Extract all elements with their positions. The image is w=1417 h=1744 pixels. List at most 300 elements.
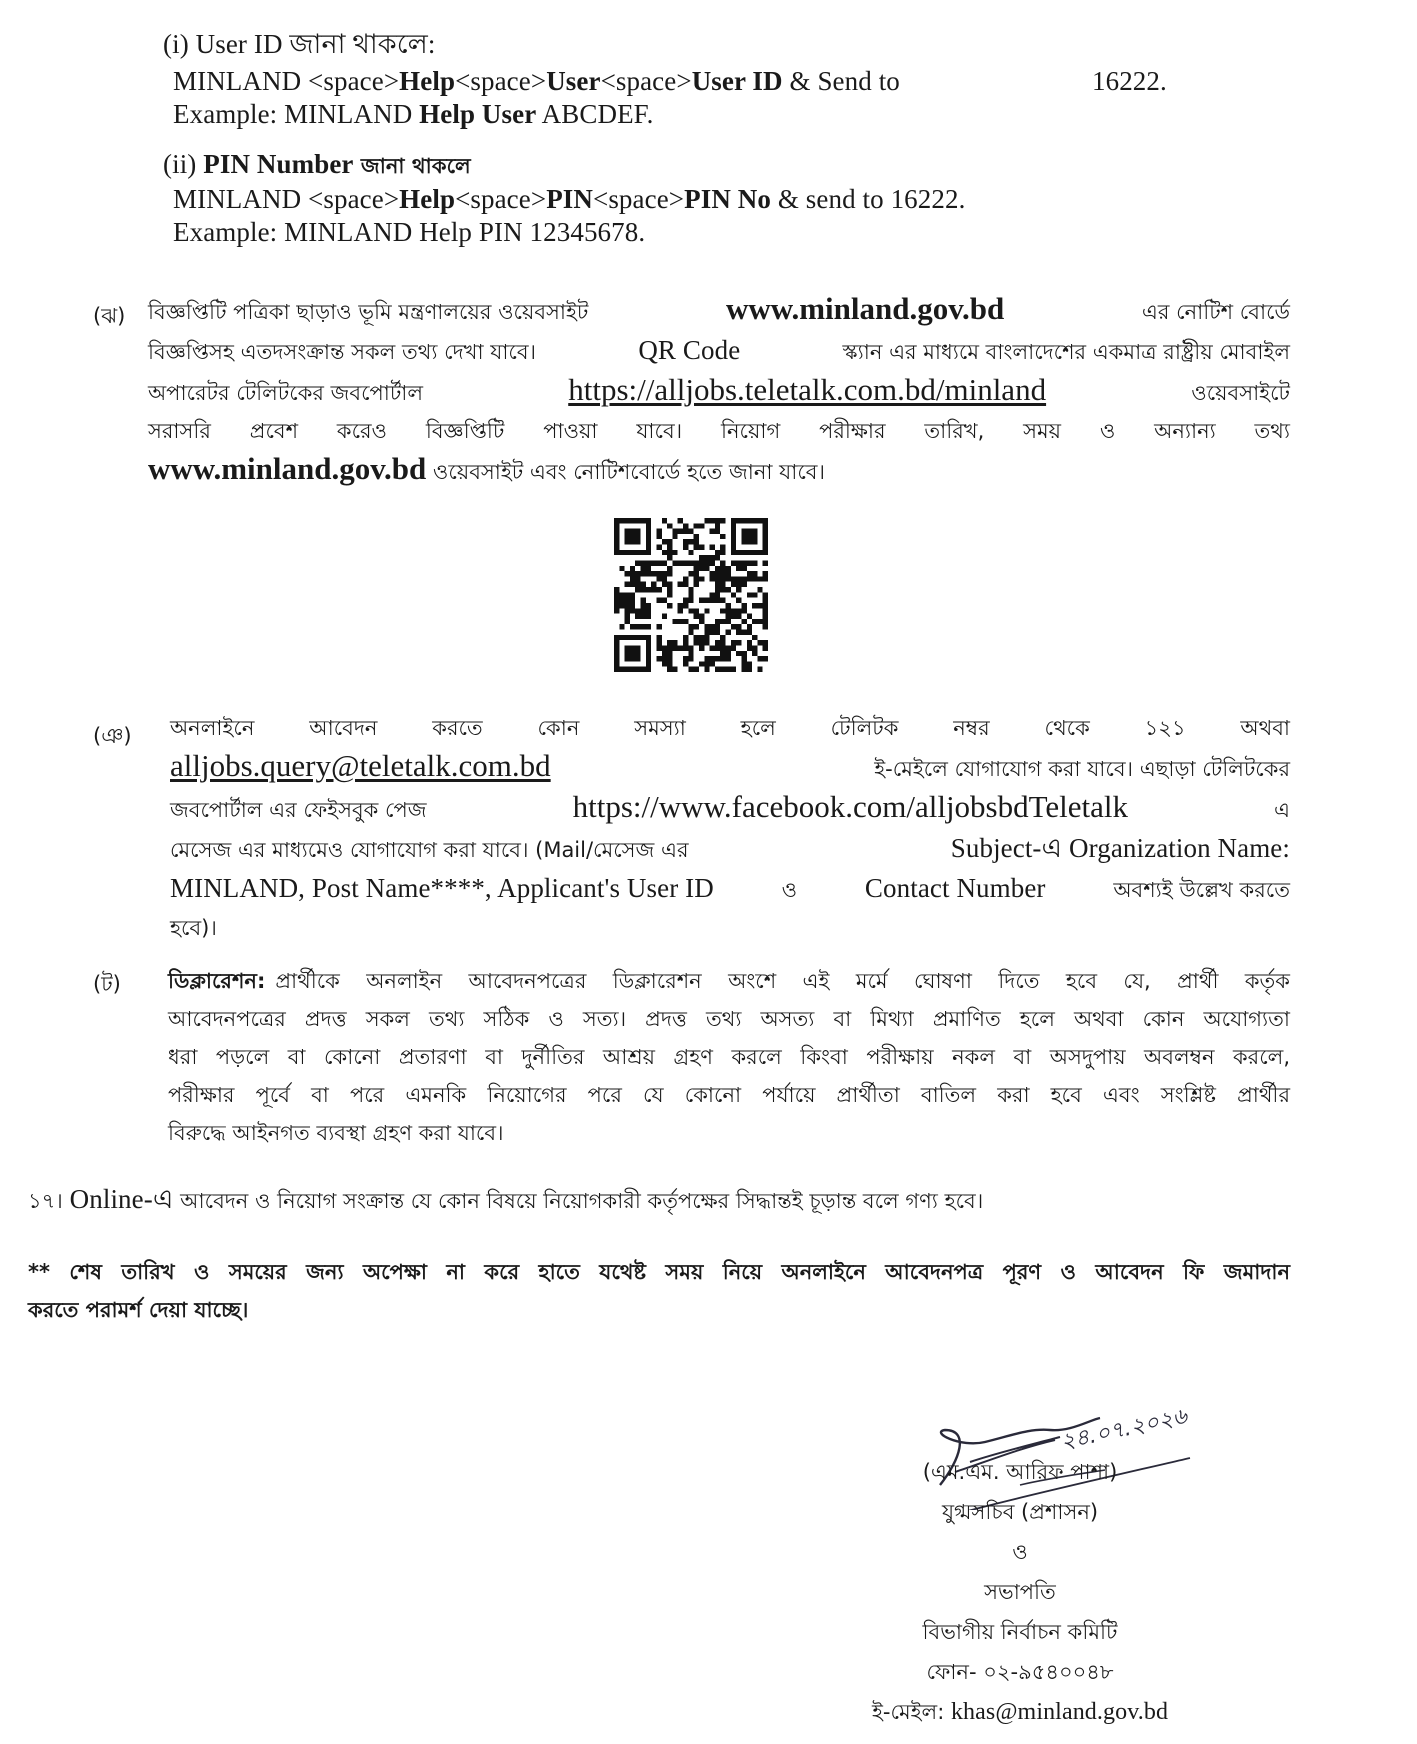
signatory-phone: ফোন- ০২-৯৫৪০০৪৮ [926,1660,1114,1684]
qr-module [635,576,640,581]
qr-module [678,582,683,587]
minland-website-link[interactable]: www.minland.gov.bd [148,451,427,486]
section-jha-line-2 [148,331,1290,371]
para-text: ই-মেইলে যোগাযোগ করা যাবে। এছাড়া টেলিটকের [874,757,1290,781]
qr-module [741,529,746,534]
section-ta-line-5: বিরুদ্ধে আইনগত ব্যবস্থা গ্রহণ করা যাবে। [168,1121,504,1145]
qr-module [688,667,693,672]
qr-module [646,534,651,539]
qr-module [688,587,693,592]
qr-module [656,656,661,661]
sms-user-id-heading-text: (i) User ID জানা থাকলে: [163,29,436,59]
qr-module [630,550,635,555]
qr-module [667,550,672,555]
qr-module [635,550,640,555]
qr-module [646,571,651,576]
qr-module [672,619,677,624]
qr-module [715,598,720,603]
qr-module [741,560,746,565]
qr-module [619,598,624,603]
para-text: অবশ্যই উল্লেখ করতে [1113,878,1290,902]
qr-module [747,534,752,539]
qr-module [704,635,709,640]
teletalk-jobportal-link[interactable]: https://alljobs.teletalk.com.bd/minland [568,372,1047,407]
qr-module [720,656,725,661]
qr-module [667,651,672,656]
qr-module [763,614,768,619]
qr-module [731,608,736,613]
advisory-note-line-2: করতে পরামর্শ দেয়া যাচ্ছে। [28,1298,249,1322]
qr-module [662,576,667,581]
para-text: জবপোর্টাল এর ফেইসবুক পেজ [170,798,427,822]
qr-module [646,587,651,592]
qr-module [683,576,688,581]
qr-module [699,523,704,528]
qr-module [736,598,741,603]
qr-module [757,587,762,592]
qr-module [688,608,693,613]
sms-text: MINLAND <space> [173,184,400,214]
qr-module [710,560,715,565]
qr-module [614,534,619,539]
qr-module [741,651,746,656]
qr-module [763,624,768,629]
qr-module [699,635,704,640]
qr-module [646,645,651,650]
qr-module [625,539,630,544]
qr-module [678,608,683,613]
qr-module [641,518,646,523]
teletalk-query-email-link[interactable]: alljobs.query@teletalk.com.bd [170,748,551,783]
qr-module [667,640,672,645]
qr-module [741,619,746,624]
qr-module [625,592,630,597]
qr-module [715,630,720,635]
qr-module [656,598,661,603]
qr-module [726,566,731,571]
qr-module [646,661,651,666]
qr-module [731,539,736,544]
qr-module [667,539,672,544]
teletalk-facebook-link[interactable]: https://www.facebook.com/alljobsbdTeletalk [572,789,1129,824]
qr-module [625,651,630,656]
qr-module [747,550,752,555]
qr-module [715,624,720,629]
qr-module [625,534,630,539]
qr-module [731,576,736,581]
qr-module [646,518,651,523]
qr-module [667,571,672,576]
qr-module [747,571,752,576]
qr-module [625,667,630,672]
qr-module [672,667,677,672]
minland-website-link[interactable]: www.minland.gov.bd [726,291,1005,326]
qr-module [614,645,619,650]
qr-module [641,582,646,587]
qr-module [710,661,715,666]
qr-module [625,582,630,587]
para-text: অপারেটর টেলিটকের জবপোর্টাল [148,381,424,405]
qr-module [635,518,640,523]
qr-module [720,667,725,672]
qr-module [704,518,709,523]
qr-module [710,571,715,576]
qr-module [704,630,709,635]
qr-module [641,550,646,555]
qr-module [651,582,656,587]
qr-module [694,640,699,645]
section-jha-line-1 [148,290,1290,331]
qr-module [715,550,720,555]
qr-module [704,667,709,672]
qr-module [688,560,693,565]
qr-module [625,635,630,640]
qr-module [614,608,619,613]
qr-module [757,640,762,645]
qr-module [741,576,746,581]
qr-module [752,529,757,534]
qr-module [646,651,651,656]
qr-module [720,518,725,523]
qr-module [731,545,736,550]
para-text: মেসেজ এর মাধ্যমেও যোগাযোগ করা যাবে। (Mail/মেসেজ এর [170,838,689,862]
advisory-note-line-1: ** শেষ তারিখ ও সময়ের জন্য অপেক্ষা না করে হাতে যথেষ্ট সময় নিয়ে অনলাইনে আবেদনপত্র পূরণ ও আবেদন ফি জমাদান [28,1260,1290,1284]
section-nio-line-2 [170,747,1290,788]
qr-module [614,592,619,597]
qr-module [763,560,768,565]
qr-module [763,518,768,523]
qr-module [625,603,630,608]
qr-module [704,566,709,571]
qr-module [688,571,693,576]
sms-text: Example: MINLAND [173,99,420,129]
qr-module [662,656,667,661]
qr-module [747,529,752,534]
qr-module [694,571,699,576]
qr-module [741,518,746,523]
qr-module [672,560,677,565]
qr-module [704,560,709,565]
qr-module [630,529,635,534]
qr-module [656,529,661,534]
qr-module [683,661,688,666]
qr-module [630,592,635,597]
qr-module [731,518,736,523]
qr-module [630,571,635,576]
qr-module [704,640,709,645]
qr-module [741,608,746,613]
qr-module [720,635,725,640]
qr-module [683,529,688,534]
item-number: ১৭। [28,1189,63,1213]
qr-module [678,560,683,565]
qr-module [688,656,693,661]
para-text: এ [1274,798,1290,822]
qr-module [731,640,736,645]
signatory-committee: বিভাগীয় নির্বাচন কমিটি [922,1620,1118,1644]
qr-module [672,534,677,539]
qr-module [704,656,709,661]
para-text: ও [781,878,798,902]
declaration-label: ডিক্লারেশন: [168,969,266,993]
qr-module [699,545,704,550]
qr-module [667,603,672,608]
qr-module [646,635,651,640]
qr-module [635,534,640,539]
qr-module [683,645,688,650]
sms-text: ABCDEF. [536,99,654,129]
qr-module [641,614,646,619]
qr-module [641,587,646,592]
qr-module [646,603,651,608]
qr-module [694,576,699,581]
qr-module [752,635,757,640]
qr-module [656,645,661,650]
signatory-title: যুগ্মসচিব (প্রশাসন) [941,1500,1099,1524]
qr-module [614,635,619,640]
qr-module [736,576,741,581]
qr-module [736,640,741,645]
qr-module [646,624,651,629]
section-ta-line-2: আবেদনপত্রের প্রদত্ত সকল তথ্য সঠিক ও সত্য। প্রদত্ত তথ্য অসত্য বা মিথ্যা প্রমাণিত হলে অথবা কোন অযোগ্যতা [168,1007,1290,1031]
sms-user-id-example [173,98,653,130]
item-17 [28,1183,983,1217]
qr-module [715,667,720,672]
qr-module [630,651,635,656]
qr-module [641,566,646,571]
qr-module [667,656,672,661]
qr-module [731,592,736,597]
qr-module [630,608,635,613]
qr-module [694,635,699,640]
signatory-role: সভাপতি [984,1580,1056,1604]
qr-module [726,608,731,613]
qr-module [641,571,646,576]
qr-module [699,576,704,581]
qr-module [656,640,661,645]
qr-module [720,566,725,571]
qr-module [715,645,720,650]
qr-module [662,614,667,619]
qr-module [710,624,715,629]
qr-module [720,619,725,624]
qr-module [715,576,720,581]
qr-module [694,566,699,571]
qr-module [747,630,752,635]
qr-module [651,587,656,592]
para-text: ওয়েবসাইটে [1191,381,1290,405]
qr-module [646,529,651,534]
qr-module [683,635,688,640]
qr-module [726,630,731,635]
qr-module [683,582,688,587]
qr-module [635,608,640,613]
qr-module [614,529,619,534]
qr-module [641,635,646,640]
sms-pin-example: Example: MINLAND Help PIN 12345678. [173,217,646,247]
qr-module [619,667,624,672]
qr-module [704,608,709,613]
section-marker-ta: (ট) [93,972,121,996]
qr-module [763,523,768,528]
qr-module [625,645,630,650]
qr-module [752,603,757,608]
section-jha [148,290,1290,491]
qr-module [619,592,624,597]
qr-module [678,529,683,534]
qr-module [646,523,651,528]
qr-module [656,560,661,565]
signatory-email-link[interactable]: khas@minland.gov.bd [950,1699,1169,1725]
qr-module [763,603,768,608]
qr-code-graphic [614,518,768,672]
qr-module [619,624,624,629]
qr-module [747,667,752,672]
qr-module [619,518,624,523]
qr-module [641,560,646,565]
qr-module [720,608,725,613]
sms-keyword: PIN Number [203,149,354,179]
qr-module [635,529,640,534]
qr-module [731,534,736,539]
section-nio-line-4 [170,829,1290,869]
qr-module [641,598,646,603]
sms-user-id-format [173,65,900,97]
qr-module [662,560,667,565]
qr-module [635,656,640,661]
qr-module [715,619,720,624]
qr-module [667,582,672,587]
advisory-note [28,1253,1290,1329]
qr-module [747,614,752,619]
qr-module [704,598,709,603]
qr-module [715,592,720,597]
qr-module [763,545,768,550]
qr-module [763,571,768,576]
qr-module [736,651,741,656]
qr-module [641,667,646,672]
qr-module [646,550,651,555]
qr-module [662,539,667,544]
qr-module [720,640,725,645]
qr-module [641,608,646,613]
qr-module [736,608,741,613]
qr-module [614,545,619,550]
qr-module [736,624,741,629]
qr-module [662,550,667,555]
qr-module [715,555,720,560]
qr-module [763,539,768,544]
qr-module [662,518,667,523]
qr-module [720,550,725,555]
qr-module [747,624,752,629]
qr-module [757,603,762,608]
qr-module [741,566,746,571]
qr-module [715,571,720,576]
qr-module [741,550,746,555]
qr-module [699,566,704,571]
qr-module [667,523,672,528]
qr-module [747,640,752,645]
qr-module [710,656,715,661]
qr-module [726,619,731,624]
qr-module [741,534,746,539]
qr-module [747,592,752,597]
qr-module [630,645,635,650]
qr-module [625,598,630,603]
qr-module [614,550,619,555]
qr-module [699,645,704,650]
para-text: বিজ্ঞপ্তিসহ এতদসংক্রান্ত সকল তথ্য দেখা যাবে। [148,340,537,364]
sms-keyword: PIN [546,184,593,214]
qr-module [683,603,688,608]
qr-module [699,560,704,565]
qr-module [715,518,720,523]
qr-module [630,624,635,629]
sms-keyword: জানা থাকলে [353,154,471,178]
email-label: ই-মেইল: [871,1700,951,1724]
qr-module [614,539,619,544]
qr-module [736,582,741,587]
qr-module [646,545,651,550]
qr-module [704,624,709,629]
qr-module [683,619,688,624]
qr-module [731,614,736,619]
qr-module [635,587,640,592]
qr-module [625,518,630,523]
qr-module [715,640,720,645]
qr-module [720,587,725,592]
qr-module [635,539,640,544]
sms-text: MINLAND <space> [173,66,400,96]
sms-text: & Send to [782,66,900,96]
qr-module [667,592,672,597]
section-nio [170,709,1290,947]
qr-module [710,630,715,635]
qr-module [720,576,725,581]
qr-module [710,555,715,560]
qr-module [672,529,677,534]
qr-module [646,560,651,565]
qr-module [683,545,688,550]
qr-module [726,603,731,608]
qr-module [688,645,693,650]
qr-module [715,566,720,571]
qr-module [614,656,619,661]
qr-module [630,518,635,523]
qr-module [625,608,630,613]
para-text: আবেদন ও নিয়োগ সংক্রান্ত যে কোন বিষয়ে নিয়োগকারী কর্তৃপক্ষের সিদ্ধান্তই চূড়ান্ত বলে গণ্য হবে। [173,1189,984,1213]
qr-module [741,656,746,661]
qr-module [694,667,699,672]
sms-pin-format [173,183,965,215]
signatory-conjunction: ও [1012,1540,1028,1564]
qr-module [614,661,619,666]
qr-module [694,624,699,629]
qr-module [763,576,768,581]
qr-module [710,576,715,581]
qr-module [688,598,693,603]
qr-module [731,582,736,587]
sms-keyword: User [546,66,601,96]
qr-module [667,645,672,650]
handwritten-date: ২৪.০৭.২০২৬ [1058,1403,1190,1456]
qr-module [683,523,688,528]
qr-module [635,667,640,672]
qr-module [726,645,731,650]
qr-module [625,529,630,534]
qr-module [715,582,720,587]
